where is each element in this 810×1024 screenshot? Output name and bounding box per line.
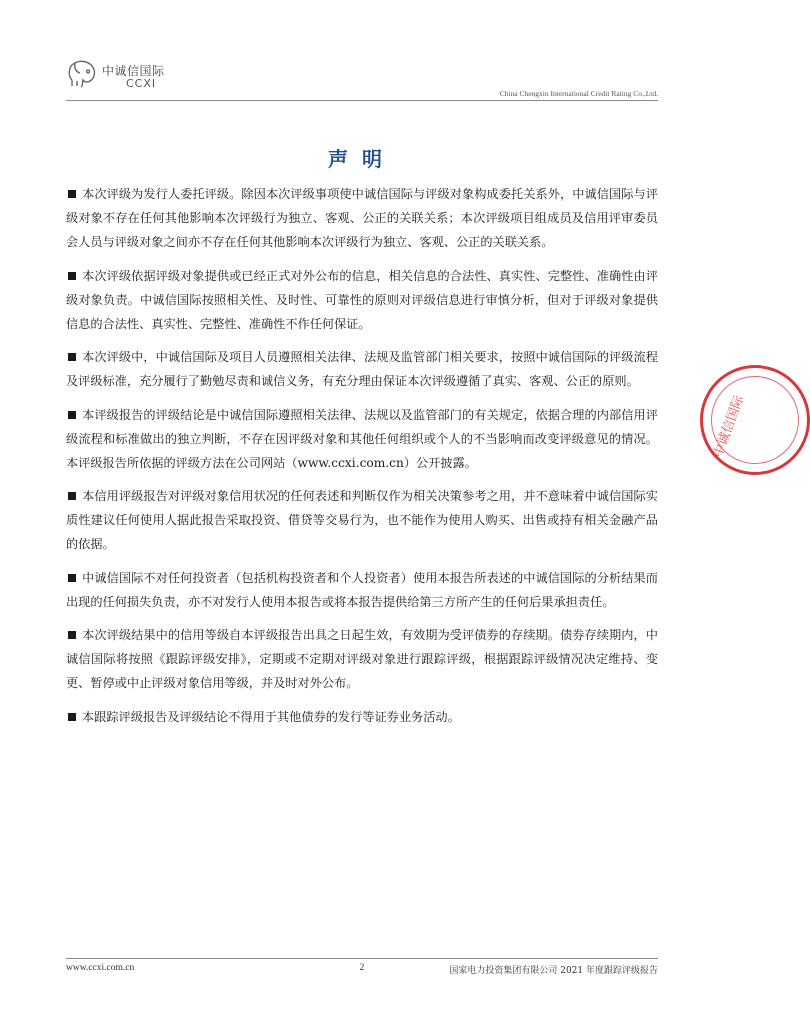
square-bullet-icon [68, 574, 76, 582]
logo-chinese-text: 中诚信国际 [102, 64, 165, 78]
logo-english-text: CCXI [126, 77, 157, 90]
statement-paragraph: 中诚信国际不对任何投资者（包括机构投资者和个人投资者）使用本报告所表述的中诚信国际的分析结果而出现的任何损失负责，亦不对发行人使用本报告或将本报告提供给第三方所产生的任何后果承担责任。 [66, 570, 658, 609]
square-bullet-icon [68, 713, 76, 721]
page-title: 声明 [328, 147, 396, 171]
header-divider [66, 100, 658, 101]
page-footer [66, 963, 658, 979]
square-bullet-icon [68, 631, 76, 639]
statement-paragraph: 本次评级依据评级对象提供或已经正式对外公布的信息，相关信息的合法性、真实性、完整性、准确性由评级对象负责。中诚信国际按照相关性、及时性、可靠性的原则对评级信息进行审慎分析，但对于评级对象提供信息的合法性、真实性、完整性、准确性不作任何保证。 [66, 268, 658, 331]
square-bullet-icon [68, 492, 76, 500]
square-bullet-icon [68, 272, 76, 280]
footer-website: www.ccxi.com.cn [66, 963, 135, 973]
page-header [66, 56, 658, 100]
company-logo [66, 56, 186, 96]
square-bullet-icon [68, 353, 76, 361]
square-bullet-icon [68, 411, 76, 419]
statement-paragraph: 本跟踪评级报告及评级结论不得用于其他债券的发行等证券业务活动。 [66, 705, 658, 729]
page-number: 2 [359, 963, 365, 973]
stamp-text: 中诚信国际 [710, 393, 748, 460]
company-english-name: China Chengxin International Credit Rating Co.,Ltd. [499, 89, 658, 98]
elephant-logo-icon [66, 58, 100, 90]
square-bullet-icon [68, 190, 76, 198]
statement-paragraph: 本次评级为发行人委托评级。除因本次评级事项使中诚信国际与评级对象构成委托关系外，中诚信国际与评级对象不存在任何其他影响本次评级行为独立、客观、公正的关联关系；本次评级项目组成员及信用评审委员会人员与评级对象之间亦不存在任何其他影响本次评级行为独立、客观、公正的关联关系。 [66, 187, 658, 249]
statement-paragraph: 本信用评级报告对评级对象信用状况的任何表述和判断仅作为相关决策参考之用，并不意味着中诚信国际实质性建议任何使用人据此报告采取投资、借贷等交易行为，也不能作为使用人购买、出售或持有相关金融产品的依据。 [66, 489, 658, 551]
statement-paragraph: 本次评级结果中的信用等级自本评级报告出具之日起生效，有效期为受评债券的存续期。债券存续期内，中诚信国际将按照《跟踪评级安排》，定期或不定期对评级对象进行跟踪评级，根据跟踪评级情况决定维持、变更、暂停或中止评级对象信用等级，并及时对外公布。 [66, 628, 658, 690]
company-seal-stamp [700, 365, 810, 475]
statement-paragraph: 本次评级中，中诚信国际及项目人员遵照相关法律、法规及监管部门相关要求，按照中诚信国际的评级流程及评级标准，充分履行了勤勉尽责和诚信义务，有充分理由保证本次评级遵循了真实、客观、公正的原则。 [66, 350, 658, 388]
footer-report-title: 国家电力投资集团有限公司 2021 年度跟踪评级报告 [449, 966, 658, 976]
statement-paragraph: 本评级报告的评级结论是中诚信国际遵照相关法律、法规以及监管部门的有关规定，依据合理的内部信用评级流程和标准做出的独立判断，不存在因评级对象和其他任何组织或个人的不当影响而改变评级意见的情况。本评级报告所依据的评级方法在公司网站（www.ccxi.com.cn）公开披露。 [66, 407, 658, 470]
statement-body [66, 182, 658, 738]
footer-divider [66, 958, 658, 959]
